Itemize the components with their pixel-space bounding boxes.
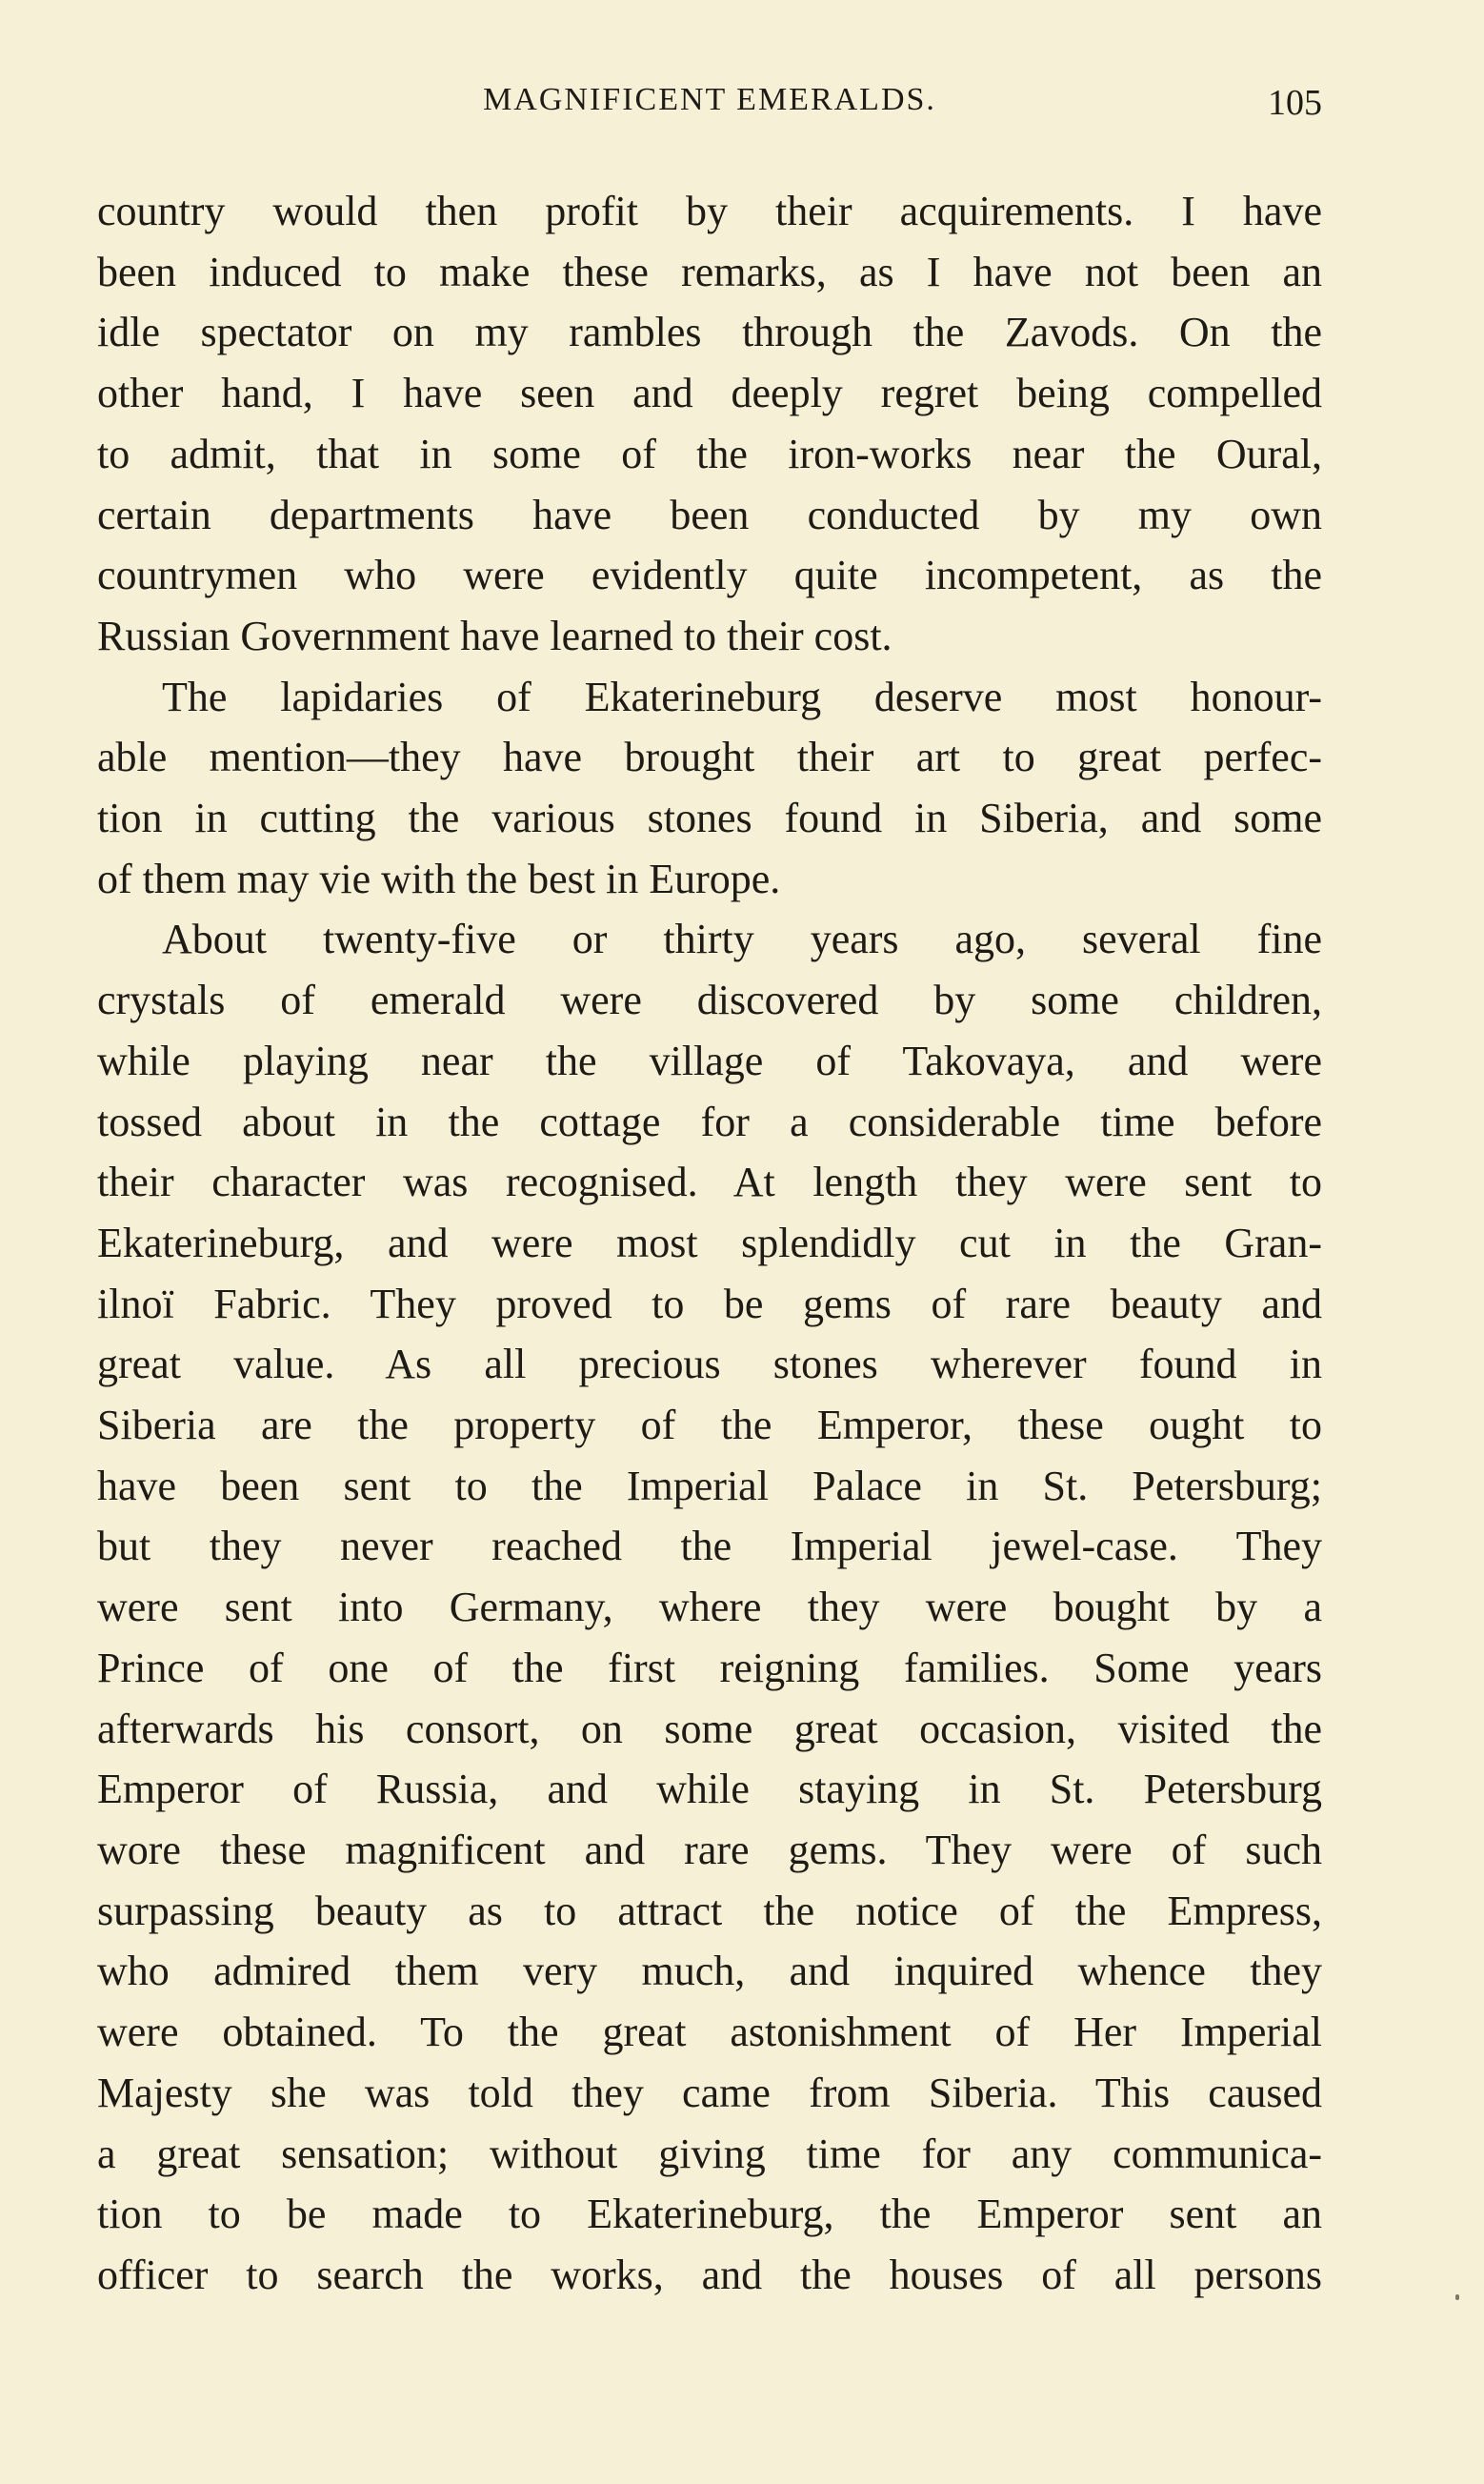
ink-speck (1455, 2294, 1459, 2300)
text-line: tossed about in the cottage for a considerable time before (97, 1098, 1322, 1145)
text-line: Siberia are the property of the Emperor, these ought to (97, 1402, 1322, 1449)
body-text (97, 181, 1322, 2306)
text-line: tion to be made to Ekaterineburg, the Emperor sent an (97, 2191, 1322, 2238)
paragraph-2 (97, 667, 1322, 910)
page-header (97, 82, 1322, 131)
text-line: Prince of one of the first reigning families. Some years (97, 1644, 1322, 1691)
text-line: have been sent to the Imperial Palace in St. Petersburg; (97, 1462, 1322, 1509)
text-line: who admired them very much, and inquired whence they (97, 1948, 1322, 1995)
text-line: were obtained. To the great astonishment of Her Imperial (97, 2009, 1322, 2056)
text-line: tion in cutting the various stones found in Siberia, and some (97, 795, 1322, 842)
text-line: Majesty she was told they came from Siberia. This caused (97, 2069, 1322, 2116)
text-line: The lapidaries of Ekaterineburg deserve most honour- (162, 673, 1322, 720)
paragraph-3 (97, 909, 1322, 2305)
text-line: About twenty-five or thirty years ago, several fine (162, 916, 1322, 963)
text-line: of them may vie with the best in Europe. (97, 855, 781, 902)
text-line: to admit, that in some of the iron-works near the Oural, (97, 430, 1322, 477)
text-line: idle spectator on my rambles through the Zavods. On the (97, 309, 1322, 356)
page-number: 105 (1268, 83, 1322, 123)
text-line: Russian Government have learned to their cost. (97, 612, 892, 659)
text-line: other hand, I have seen and deeply regret being compelled (97, 370, 1322, 417)
text-line: country would then profit by their acquirements. I have (97, 188, 1322, 234)
text-line: ilnoï Fabric. They proved to be gems of rare beauty and (97, 1280, 1322, 1327)
text-line: certain departments have been conducted by my own (97, 491, 1322, 538)
text-line: great value. As all precious stones wherever found in (97, 1341, 1322, 1388)
text-line: were sent into Germany, where they were bought by a (97, 1584, 1322, 1631)
running-head: MAGNIFICENT EMERALDS. (483, 82, 936, 117)
text-line: but they never reached the Imperial jewel-case. They (97, 1523, 1322, 1570)
text-line: Ekaterineburg, and were most splendidly cut in the Gran- (97, 1219, 1322, 1266)
text-line: officer to search the works, and the houses of all persons (97, 2251, 1322, 2298)
text-line: been induced to make these remarks, as I have not been an (97, 248, 1322, 295)
text-line: surpassing beauty as to attract the notice of the Empress, (97, 1887, 1322, 1934)
text-line: wore these magnificent and rare gems. They were of such (97, 1826, 1322, 1873)
text-line: while playing near the village of Takovaya, and were (97, 1037, 1322, 1084)
text-line: countrymen who were evidently quite incompetent, as the (97, 552, 1322, 599)
text-line: afterwards his consort, on some great occasion, visited the (97, 1705, 1322, 1752)
text-line: a great sensation; without giving time for any communica- (97, 2130, 1322, 2177)
text-line: able mention—they have brought their art to great perfec- (97, 734, 1322, 781)
paragraph-1 (97, 181, 1322, 667)
text-line: crystals of emerald were discovered by some children, (97, 977, 1322, 1024)
text-line: their character was recognised. At length they were sent to (97, 1159, 1322, 1206)
text-line: Emperor of Russia, and while staying in St. Petersburg (97, 1766, 1322, 1813)
